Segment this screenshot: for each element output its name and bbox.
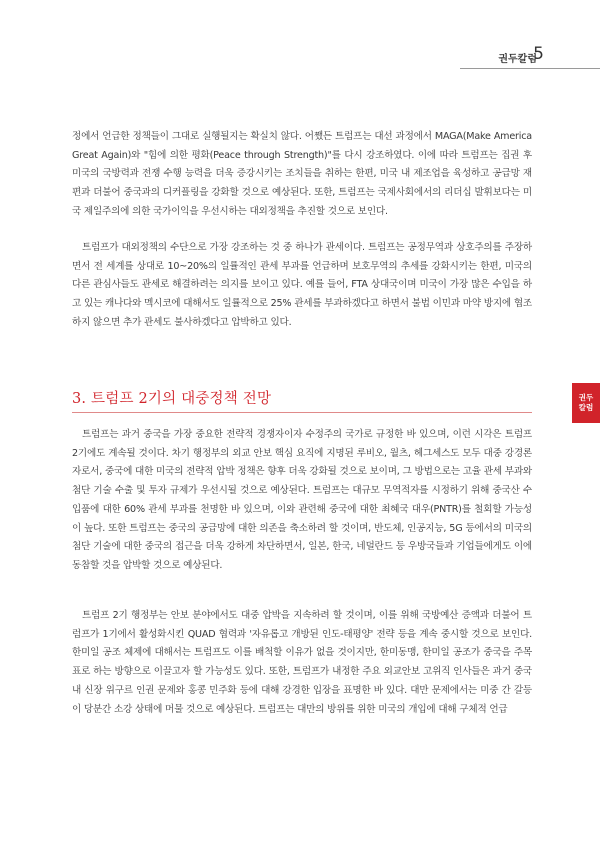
side-tab-line2: 칼럼 [578, 403, 594, 412]
page-number: 5 [533, 44, 544, 64]
paragraph-4: 트럼프 2기 행정부는 안보 분야에서도 대중 압박을 지속하려 할 것이며, 이를 위해 국방예산 증액과 더불어 트럼프가 1기에서 활성화시킨 QUAD 협력과 '자유롭고 개방된 인도-태평양' 전략 등을 계속 중시할 것으로 보인다. 한미일 공조 체제에 대해서는 트럼프도 이를 배척할 이유가 없을 것이지만, 한미동맹, 한미일 공조가 중국을 주목표로 하는 방향으로 이끌고자 할 가능성도 있다. 또한, 트럼프가 내정한 주요 외교안보 고위직 인사들은 과거 중국 내 신장 위구르 인권 문제와 홍콩 민주화 등에 대해 강경한 입장을 표명한 바 있다. 대만 문제에서는 미중 간 갈등이 당분간 소강 상태에 머물 것으로 예상된다. 트럼프는 대만의 방위를 위한 미국의 개입에 대해 구체적 언급 [72, 610, 532, 715]
side-tab-line1: 권두 [578, 393, 594, 402]
section-divider [72, 412, 532, 413]
section-title: 3. 트럼프 2기의 대중정책 전망 [72, 391, 272, 407]
side-tab [572, 383, 600, 423]
header-label: 권두칼럼 [498, 54, 537, 65]
paragraph-2: 트럼프가 대외정책의 수단으로 가장 강조하는 것 중 하나가 관세이다. 트럼프는 공정무역과 상호주의를 주장하면서 전 세계를 상대로 10~20%의 일률적인 관세 부과를 언급하며 보호무역의 추세를 강화시키는 한편, 미국의 다른 관심사들도 관세로 해결하려는 의지를 보이고 있다. 예를 들어, FTA 상대국이며 미국이 가장 많은 수입을 하고 있는 캐나다와 멕시코에 대해서도 일률적으로 25% 관세를 부과하겠다고 하면서 불법 이민과 마약 방지에 협조하지 않으면 추가 관세도 불사하겠다고 압박하고 있다. [72, 242, 532, 328]
header-divider [460, 68, 600, 69]
paragraph-3: 트럼프는 과거 중국을 가장 중요한 전략적 경쟁자이자 수정주의 국가로 규정한 바 있으며, 이런 시각은 트럼프 2기에도 계속될 것이다. 차기 행정부의 외교 안보 핵심 요직에 지명된 루비오, 월츠, 헤그세스도 모두 대중 강경론자로서, 중국에 대한 미국의 전략적 압박 정책은 향후 더욱 강화될 것으로 보이며, 그 방법으로는 고율 관세 부과와 첨단 기술 수출 및 투자 규제가 우선시될 것으로 예상된다. 트럼프는 대규모 무역적자를 시정하기 위해 중국산 수입품에 대한 60% 관세 부과를 천명한 바 있으며, 이와 관련해 중국에 대한 최혜국 대우(PNTR)를 철회할 가능성이 높다. 또한 트럼프는 중국의 공급망에 대한 의존을 축소하려 할 것이며, 반도체, 인공지능, 5G 등에서의 미국의 첨단 기술에 대한 중국의 접근을 더욱 강하게 차단하면서, 일본, 한국, 네덜란드 등 우방국들과 기업들에게도 이에 동참할 것을 압박할 것으로 예상된다. [72, 429, 532, 571]
paragraph-1: 정에서 언급한 정책들이 그대로 실행될지는 확실치 않다. 어쨌든 트럼프는 대선 과정에서 MAGA(Make America Great Again)와 "힘에 의한 평화(Peace through Strength)"를 다시 강조하였다. 이에 따라 트럼프는 집권 후 미국의 국방력과 전쟁 수행 능력을 더욱 증강시키는 조치들을 취하는 한편, 미국 내 제조업을 육성하고 공급망 재편과 더불어 중국과의 디커플링을 강화할 것으로 예상된다. 또한, 트럼프는 국제사회에서의 리더십 발휘보다는 미국 제일주의에 의한 국가이익을 우선시하는 대외정책을 추진할 것으로 보인다. [72, 131, 532, 217]
page-header [0, 0, 600, 70]
